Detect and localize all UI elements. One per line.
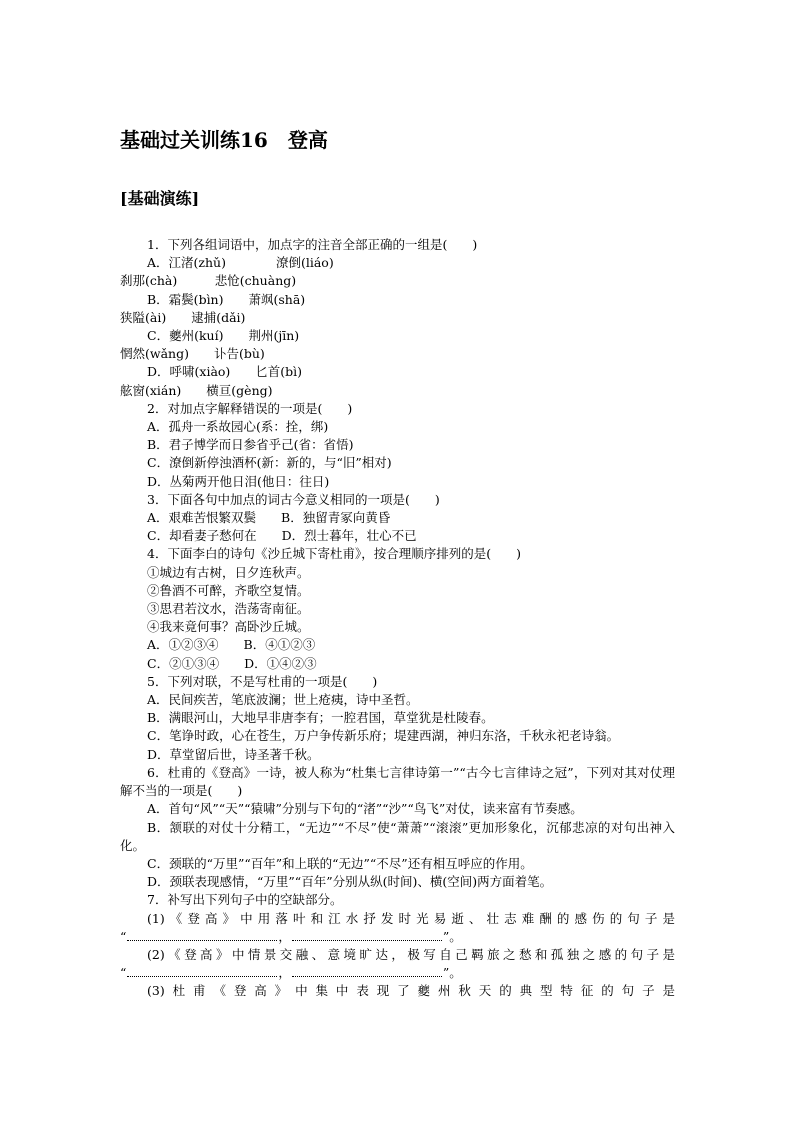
question-2-option-a: A．孤舟一系故园心(系：拴，绑) xyxy=(147,419,329,435)
question-5-option-d: D．草堂留后世，诗圣著千秋。 xyxy=(147,746,320,762)
question-5-option-b: B．满眼河山，大地早非唐李有；一腔君国，草堂犹是杜陵春。 xyxy=(147,710,494,726)
question-3-stem: 3．下面各句中加点的词古今意义相同的一项是( ) xyxy=(147,491,440,507)
question-5-option-c: C．笔诤时政，心在苍生，万户争传新乐府；堤建西湖，神归东洛，千秋永祀老诗翁。 xyxy=(147,728,620,744)
question-4-options-cd: C．②①③④ D．①④②③ xyxy=(147,655,317,671)
question-1-stem: 1．下列各组词语中，加点字的注音全部正确的一组是( ) xyxy=(147,237,478,252)
question-2-option-c: C．潦倒新停浊酒杯(新：新的，与“旧”相对) xyxy=(147,455,392,471)
question-6-option-a: A．首句“风”“天”“猿啸”分别与下句的“渚”“沙”“鸟飞”对仗，读来富有节奏感。 xyxy=(147,801,583,817)
question-7-part-1-blanks xyxy=(120,928,675,946)
question-1-option-c-cont: 惘然(wǎng) 讣告(bù) xyxy=(120,346,265,362)
answer-blank[interactable] xyxy=(127,928,277,941)
question-2-option-d: D．丛菊两开他日泪(他日：往日) xyxy=(147,473,330,489)
question-4-sentence-2: ②鲁酒不可醉，齐歌空复情。 xyxy=(147,582,310,598)
open-quote: “ xyxy=(120,928,127,944)
question-1-option-a-cont: 刹那(chà) 悲怆(chuàng) xyxy=(120,273,297,289)
open-quote: “ xyxy=(120,965,127,981)
question-7-part-2: (2)《登高》中情景交融、意境旷达，极写自己羁旅之愁和孤独之感的句子是 xyxy=(147,946,675,962)
question-1-option-d: D．呼啸(xiào) 匕首(bì) xyxy=(147,364,303,380)
question-5-option-a: A．民间疾苦，笔底波澜；世上疮痍，诗中圣哲。 xyxy=(147,692,419,708)
comma: ， xyxy=(278,965,291,981)
close-quote: ”。 xyxy=(442,965,462,981)
question-6-stem: 6．杜甫的《登高》一诗，被人称为“杜集七言律诗第一”“古今七言律诗之冠”，下列对其对仗理解不当的一项是( ) xyxy=(120,764,675,799)
question-4-sentence-3: ③思君若汶水，浩荡寄南征。 xyxy=(147,601,310,617)
question-7-stem: 7．补写出下列句子中的空缺部分。 xyxy=(147,892,343,908)
question-1-option-b: B．霜鬓(bìn) 萧飒(shā) xyxy=(147,291,306,307)
question-2-option-b: B．君子博学而日参省乎己(省：省悟) xyxy=(147,437,354,453)
question-7-part-1: (1)《登高》中用落叶和江水抒发时光易逝、壮志难酬的感伤的句子是 xyxy=(147,910,675,926)
question-1-option-a: A．江渚(zhǔ) 潦倒(liáo) xyxy=(147,255,334,271)
question-6-option-d: D．颈联表现感情，“万里”“百年”分别从纵(时间)、横(空间)两方面着笔。 xyxy=(147,874,553,890)
answer-blank[interactable] xyxy=(292,964,442,977)
section-heading: [基础演练] xyxy=(120,189,200,208)
question-6-option-c: C．颈联的“万里”“百年”和上联的“无边”“不尽”还有相互呼应的作用。 xyxy=(147,855,533,871)
question-3-options-cd: C．却看妻子愁何在 D．烈士暮年，壮心不已 xyxy=(147,528,417,544)
question-4-sentence-1: ①城边有古树，日夕连秋声。 xyxy=(147,564,310,580)
question-2-stem: 2．对加点字解释错误的一项是( ) xyxy=(147,400,353,416)
question-1-option-b-cont: 狭隘(ài) 逮捕(dǎi) xyxy=(120,309,246,325)
question-1-option-c: C．夔州(kuí) 荆州(jīn) xyxy=(147,328,300,344)
question-5-stem: 5．下列对联，不是写杜甫的一项是( ) xyxy=(147,673,378,689)
answer-blank[interactable] xyxy=(127,964,277,977)
answer-blank[interactable] xyxy=(292,928,442,941)
question-6-option-b: B．颔联的对仗十分精工，“无边”“不尽”使“萧萧”“滚滚”更加形象化，沉郁悲凉的对句出神入化。 xyxy=(120,819,675,853)
question-7-part-2-blanks xyxy=(120,964,675,982)
page-title: 基础过关训练16 登高 xyxy=(120,128,328,152)
close-quote: ”。 xyxy=(442,928,462,944)
question-3-options-ab: A．艰难苦恨繁双鬓 B．独留青冢向黄昏 xyxy=(147,510,391,526)
question-7-part-3: (3)杜甫《登高》中集中表现了夔州秋天的典型特征的句子是 xyxy=(147,983,675,999)
question-4-options-ab: A．①②③④ B．④①②③ xyxy=(147,637,316,653)
question-4-sentence-4: ④我来竟何事？高卧沙丘城。 xyxy=(147,619,310,635)
question-4-stem: 4．下面李白的诗句《沙丘城下寄杜甫》，按合理顺序排列的是( ) xyxy=(147,546,521,562)
comma: ， xyxy=(278,928,291,944)
question-1-option-d-cont: 舷窗(xián) 横亘(gèng) xyxy=(120,382,273,398)
exercise-content xyxy=(120,236,675,1001)
